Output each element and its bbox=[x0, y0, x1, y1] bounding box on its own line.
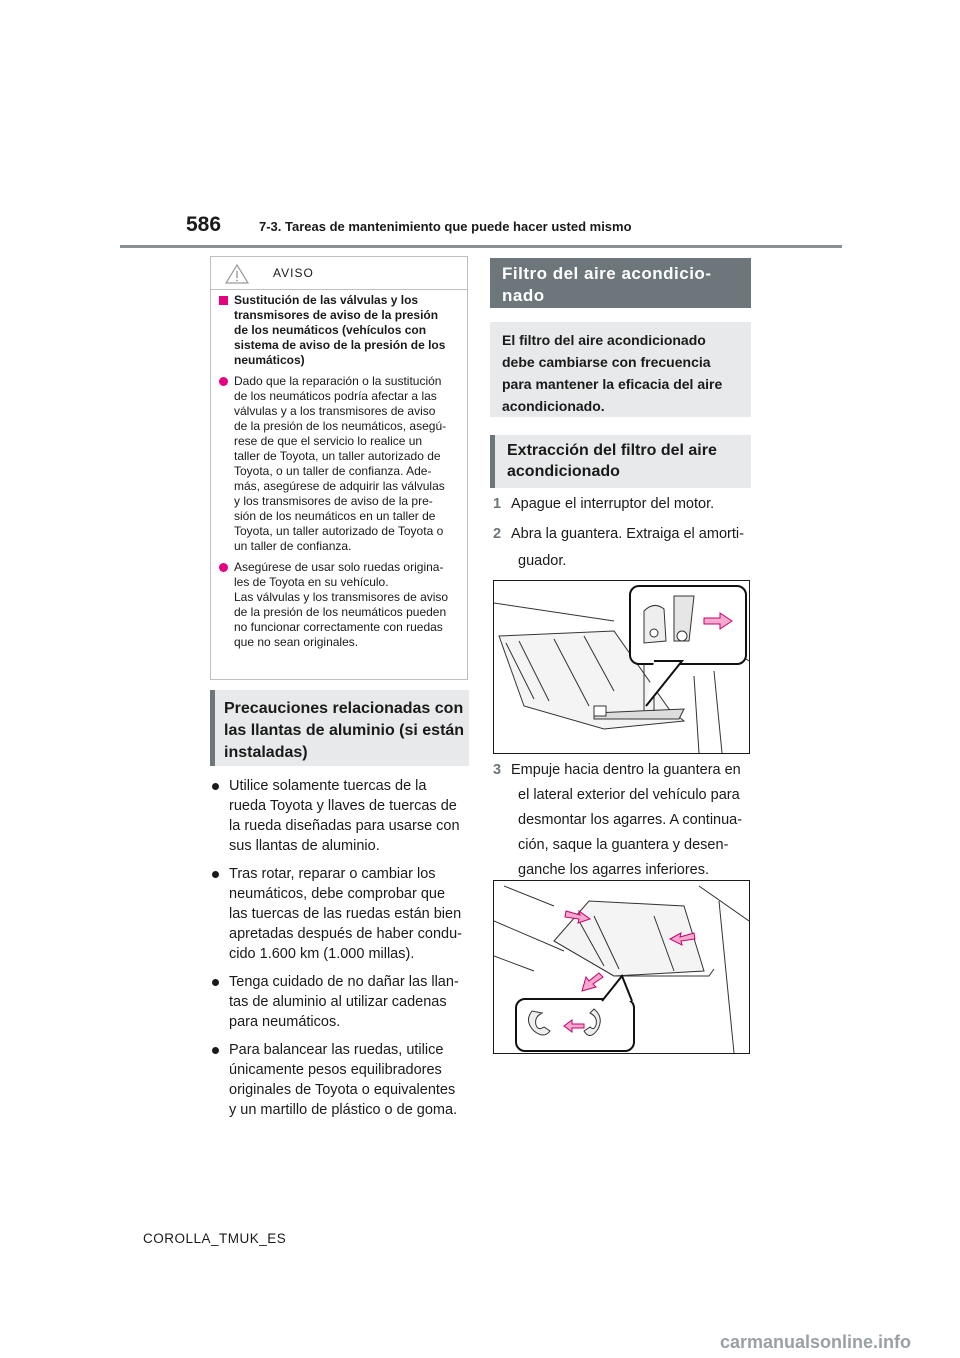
warning-item-line: les de Toyota en su vehículo. bbox=[234, 575, 389, 589]
glovebox-removal-drawing bbox=[494, 881, 749, 1053]
warning-item-line: más, asegúrese de adquirir las válvulas bbox=[234, 479, 445, 493]
warning-item bbox=[219, 560, 463, 650]
bullet-line: sus llantas de aluminio. bbox=[229, 838, 380, 854]
warning-item-line: Toyota, o un taller de confianza. Ade- bbox=[234, 464, 432, 478]
header-divider bbox=[120, 245, 842, 248]
list-item bbox=[208, 972, 472, 1032]
warning-item-line: Dado que la reparación o la sustitución bbox=[234, 374, 442, 388]
warning-heading-line: Sustitución de las válvulas y los bbox=[234, 293, 419, 307]
step-line: ganche los agarres inferiores. bbox=[518, 862, 710, 878]
warning-triangle-icon bbox=[225, 264, 249, 284]
bullet-line: las tuercas de las ruedas están bien bbox=[229, 906, 462, 922]
warning-heading-line: neumáticos) bbox=[234, 353, 305, 367]
filter-removal-heading bbox=[490, 435, 751, 488]
list-item bbox=[208, 1040, 472, 1120]
square-bullet-icon bbox=[219, 296, 228, 305]
bullet-line: Utilice solamente tuercas de la bbox=[229, 778, 427, 794]
warning-body bbox=[219, 291, 463, 650]
page-number: 586 bbox=[186, 213, 222, 236]
bullet-dot-icon bbox=[212, 979, 219, 986]
glovebox-damper-illustration bbox=[493, 580, 750, 754]
warning-item-line: no funcionar correctamente con ruedas bbox=[234, 620, 443, 634]
bullet-line: Tenga cuidado de no dañar las llan- bbox=[229, 974, 459, 990]
warning-item bbox=[219, 374, 463, 554]
filter-section-banner bbox=[490, 258, 751, 308]
bullet-line: únicamente pesos equilibradores bbox=[229, 1062, 442, 1078]
footer-model-code: COROLLA_TMUK_ES bbox=[143, 1231, 287, 1246]
warning-item-line: y los transmisores de aviso de la pre- bbox=[234, 494, 433, 508]
bullet-dot-icon bbox=[212, 1047, 219, 1054]
alloy-wheels-heading bbox=[210, 690, 469, 766]
step-line: guador. bbox=[518, 553, 567, 569]
heading-line: las llantas de aluminio (si están bbox=[224, 722, 465, 739]
warning-item-line: un taller de confianza. bbox=[234, 539, 352, 553]
step-number: 3 bbox=[493, 762, 502, 778]
bullet-line: la rueda diseñadas para usarse con bbox=[229, 818, 460, 834]
filter-intro-box bbox=[490, 322, 751, 417]
step-number: 2 bbox=[493, 526, 502, 542]
intro-line: El filtro del aire acondicionado bbox=[502, 332, 706, 348]
circle-bullet-icon bbox=[219, 377, 228, 386]
step-line: ción, saque la guantera y desen- bbox=[518, 837, 729, 853]
bullet-line: neumáticos, debe comprobar que bbox=[229, 886, 446, 902]
warning-heading-line: sistema de aviso de la presión de los bbox=[234, 338, 446, 352]
bullet-dot-icon bbox=[212, 783, 219, 790]
heading-line: Precauciones relacionadas con bbox=[224, 700, 464, 717]
bullet-line: y un martillo de plástico o de goma. bbox=[229, 1102, 458, 1118]
warning-item-line: rese de que el servicio lo realice un bbox=[234, 434, 423, 448]
bullet-line: originales de Toyota o equivalentes bbox=[229, 1082, 456, 1098]
bullet-line: Tras rotar, reparar o cambiar los bbox=[229, 866, 436, 882]
warning-item-line: que no sean originales. bbox=[234, 635, 359, 649]
intro-line: para mantener la eficacia del aire bbox=[502, 376, 723, 392]
warning-item-line: Toyota, un taller autorizado de Toyota o bbox=[234, 524, 444, 538]
warning-item-line: de la presión de los neumáticos pueden bbox=[234, 605, 447, 619]
circle-bullet-icon bbox=[219, 563, 228, 572]
step-line: el lateral exterior del vehículo para bbox=[518, 787, 740, 803]
warning-item-line: de los neumáticos podría afectar a las bbox=[234, 389, 437, 403]
banner-line: nado bbox=[502, 286, 545, 305]
bullet-line: cido 1.600 km (1.000 millas). bbox=[229, 946, 415, 962]
list-item bbox=[208, 864, 472, 964]
warning-box bbox=[210, 256, 468, 680]
warning-title: AVISO bbox=[273, 266, 314, 280]
warning-heading-line: de los neumáticos (vehículos con bbox=[234, 323, 427, 337]
step-2 bbox=[493, 524, 755, 572]
step-line: desmontar los agarres. A continua- bbox=[518, 812, 743, 828]
warning-item-line: Las válvulas y los transmisores de aviso bbox=[234, 590, 449, 604]
bullet-line: rueda Toyota y llaves de tuercas de bbox=[229, 798, 457, 814]
step-line: Abra la guantera. Extraiga el amorti- bbox=[511, 526, 744, 542]
glovebox-removal-illustration bbox=[493, 880, 750, 1054]
warning-item-line: válvulas y a los transmisores de aviso bbox=[234, 404, 436, 418]
heading-line: acondicionado bbox=[507, 463, 620, 480]
list-item bbox=[208, 776, 472, 856]
step-line: Apague el interruptor del motor. bbox=[511, 496, 715, 512]
intro-line: debe cambiarse con frecuencia bbox=[502, 354, 711, 370]
step-1 bbox=[493, 494, 755, 515]
bullet-dot-icon bbox=[212, 871, 219, 878]
alloy-bullet-list bbox=[208, 776, 472, 1128]
bullet-line: apretadas después de haber condu- bbox=[229, 926, 462, 942]
bullet-line: tas de aluminio al utilizar cadenas bbox=[229, 994, 447, 1010]
warning-heading-line: transmisores de aviso de la presión bbox=[234, 308, 439, 322]
step-line: Empuje hacia dentro la guantera en bbox=[511, 762, 741, 778]
section-title: 7-3. Tareas de mantenimiento que puede hacer usted mismo bbox=[259, 219, 632, 234]
warning-item-line: sión de los neumáticos en un taller de bbox=[234, 509, 436, 523]
warning-heading bbox=[219, 293, 463, 368]
warning-header bbox=[211, 257, 467, 290]
warning-item-line: taller de Toyota, un taller autorizado de bbox=[234, 449, 441, 463]
heading-line: instaladas) bbox=[224, 744, 308, 761]
intro-line: acondicionado. bbox=[502, 398, 605, 414]
step-3 bbox=[493, 760, 755, 881]
glovebox-damper-drawing bbox=[494, 581, 749, 753]
banner-line: Filtro del aire acondicio- bbox=[502, 264, 712, 283]
warning-item-line: de la presión de los neumáticos, asegú- bbox=[234, 419, 447, 433]
watermark: carmanualsonline.info bbox=[720, 1332, 912, 1352]
step-number: 1 bbox=[493, 496, 502, 512]
bullet-line: Para balancear las ruedas, utilice bbox=[229, 1042, 444, 1058]
bullet-line: para neumáticos. bbox=[229, 1014, 341, 1030]
heading-line: Extracción del filtro del aire bbox=[507, 442, 717, 459]
warning-item-line: Asegúrese de usar solo ruedas origina- bbox=[234, 560, 444, 574]
